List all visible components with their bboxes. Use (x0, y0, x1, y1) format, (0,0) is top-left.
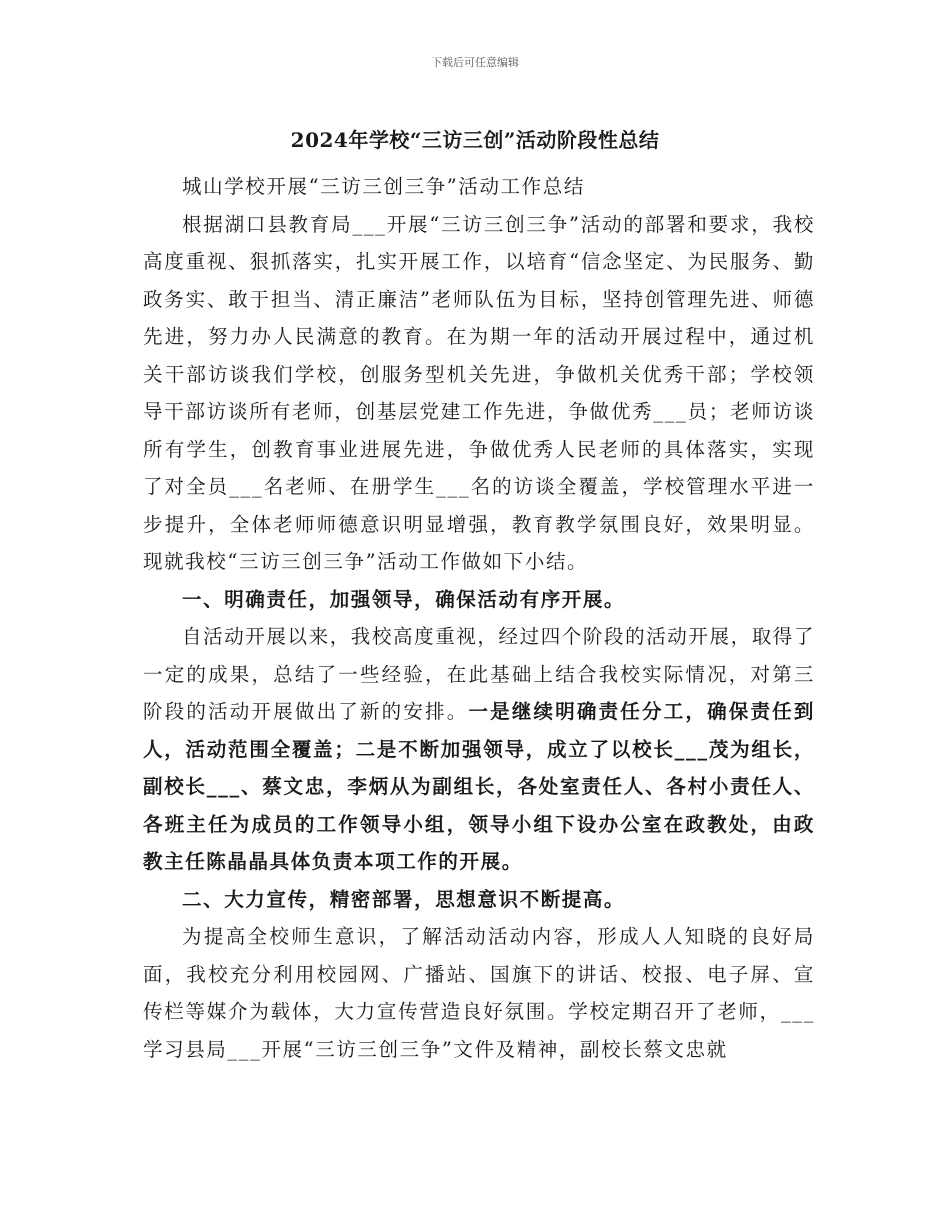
intro-paragraph: 根据湖口县教育局___开展“三访三创三争”活动的部署和要求，我校高度重视、狠抓落实，扎实开展工作，以培育“信念坚定、为民服务、勤政务实、敢于担当、清正廉洁”老师队伍为目标，坚持创管理先进、师德先进，努力办人民满意的教育。在为期一年的活动开展过程中，通过机关干部访谈我们学校，创服务型机关先进，争做机关优秀干部；学校领导干部访谈所有老师，创基层党建工作先进，争做优秀___员；老师访谈所有学生，创教育事业进展先进，争做优秀人民老师的具体落实，实现了对全员___名老师、在册学生___名的访谈全覆盖，学校管理水平进一步提升，全体老师师德意识明显增强，教育教学氛围良好，效果明显。现就我校“三访三创三争”活动工作做如下小结。 (143, 212, 815, 573)
section-2-heading: 二、大力宣传，精密部署，思想意识不断提高。 (182, 887, 626, 911)
document-subtitle: 城山学校开展“三访三创三争”活动工作总结 (182, 175, 585, 198)
section-1-paragraph (143, 618, 815, 881)
section-1-bold-text: 一是继续明确责任分工，确保责任到人，活动范围全覆盖；二是不断加强领导，成立了以校长___茂为组长，副校长___、蔡文忠，李炳从为副组长，各处室责任人、各村小责任人、各班主任为成员的工作领导小组，领导小组下设办公室在政教处，由政教主任陈晶晶具体负责本项工作的开展。 (143, 700, 815, 873)
section-1-text: 自活动开展以来，我校高度重视，经过四个阶段的活动开展，取得了一定的成果，总结了一些经验，在此基础上结合我校实际情况，对第三阶段的活动开展做出了新的安排。 (143, 625, 816, 723)
document-body (143, 168, 815, 1068)
section-1-heading: 一、明确责任，加强领导，确保活动有序开展。 (182, 587, 626, 611)
header-note: 下载后可任意编辑 (431, 56, 519, 69)
document-title: 2024年学校“三访三创”活动阶段性总结 (290, 128, 660, 152)
section-2-paragraph: 为提高全校师生意识，了解活动活动内容，形成人人知晓的良好局面，我校充分利用校园网、广播站、国旗下的讲话、校报、电子屏、宣传栏等媒介为载体，大力宣传营造良好氛围。学校定期召开了老师，___学习县局___开展“三访三创三争”文件及精神，副校长蔡文忠就 (143, 925, 815, 1061)
